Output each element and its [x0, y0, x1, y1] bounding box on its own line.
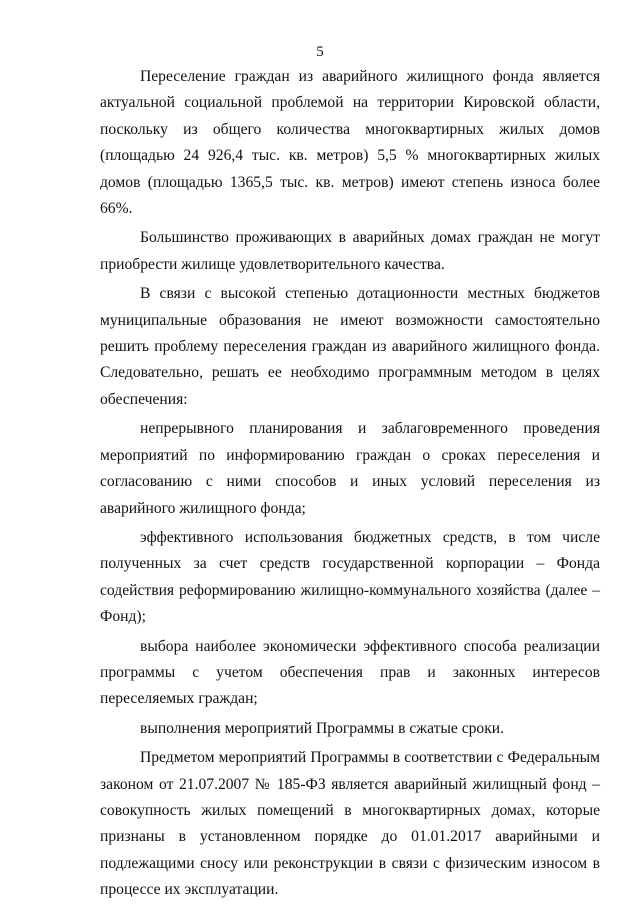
paragraph-4: непрерывного планирования и заблаговременного проведения мероприятий по информированию граждан о сроках переселения и согласованию с ними способов и иных условий переселения из аварийного жилищного фонда; [100, 420, 600, 517]
page-number: 5 [316, 44, 324, 60]
paragraph-8: Предметом мероприятий Программы в соответствии с Федеральным законом от 21.07.2007 № 185-ФЗ является аварийный жилищный фонд – совокупность жилых помещений в многоквартирных домах, которые признаны в установленном порядке до 01.01.2017 аварийными и подлежащими сносу или реконструкции в связи с физическим износом в процессе их эксплуатации. [100, 749, 600, 899]
paragraph-7: выполнения мероприятий Программы в сжатые сроки. [140, 719, 505, 737]
paragraph-1: Переселение граждан из аварийного жилищного фонда является актуальной социальной проблемой на территории Кировской области, поскольку из общего количества многоквартирных жилых домов (площадью 24 926,4 тыс. кв. метров) 5,5 % многоквартирных жилых домов (площадью 1365,5 тыс. кв. метров) имеют степень износа более 66%. [100, 68, 600, 218]
paragraph-5: эффективного использования бюджетных средств, в том числе полученных за счет средств государственной корпорации – Фонда содействия реформированию жилищно-коммунального хозяйства (далее – Фонд); [100, 528, 600, 626]
paragraph-3: В связи с высокой степенью дотационности местных бюджетов муниципальные образования не имеют возможности самостоятельно решить проблему переселения граждан из аварийного жилищного фонда. Следовательно, решать ее необходимо программным методом в целях обеспечения: [100, 285, 600, 408]
paragraph-6: выбора наиболее экономически эффективного способа реализации программы с учетом обеспечения прав и законных интересов переселяемых граждан; [100, 637, 600, 708]
paragraph-2: Большинство проживающих в аварийных домах граждан не могут приобрести жилище удовлетворительного качества. [100, 229, 600, 273]
document-body [100, 64, 600, 904]
